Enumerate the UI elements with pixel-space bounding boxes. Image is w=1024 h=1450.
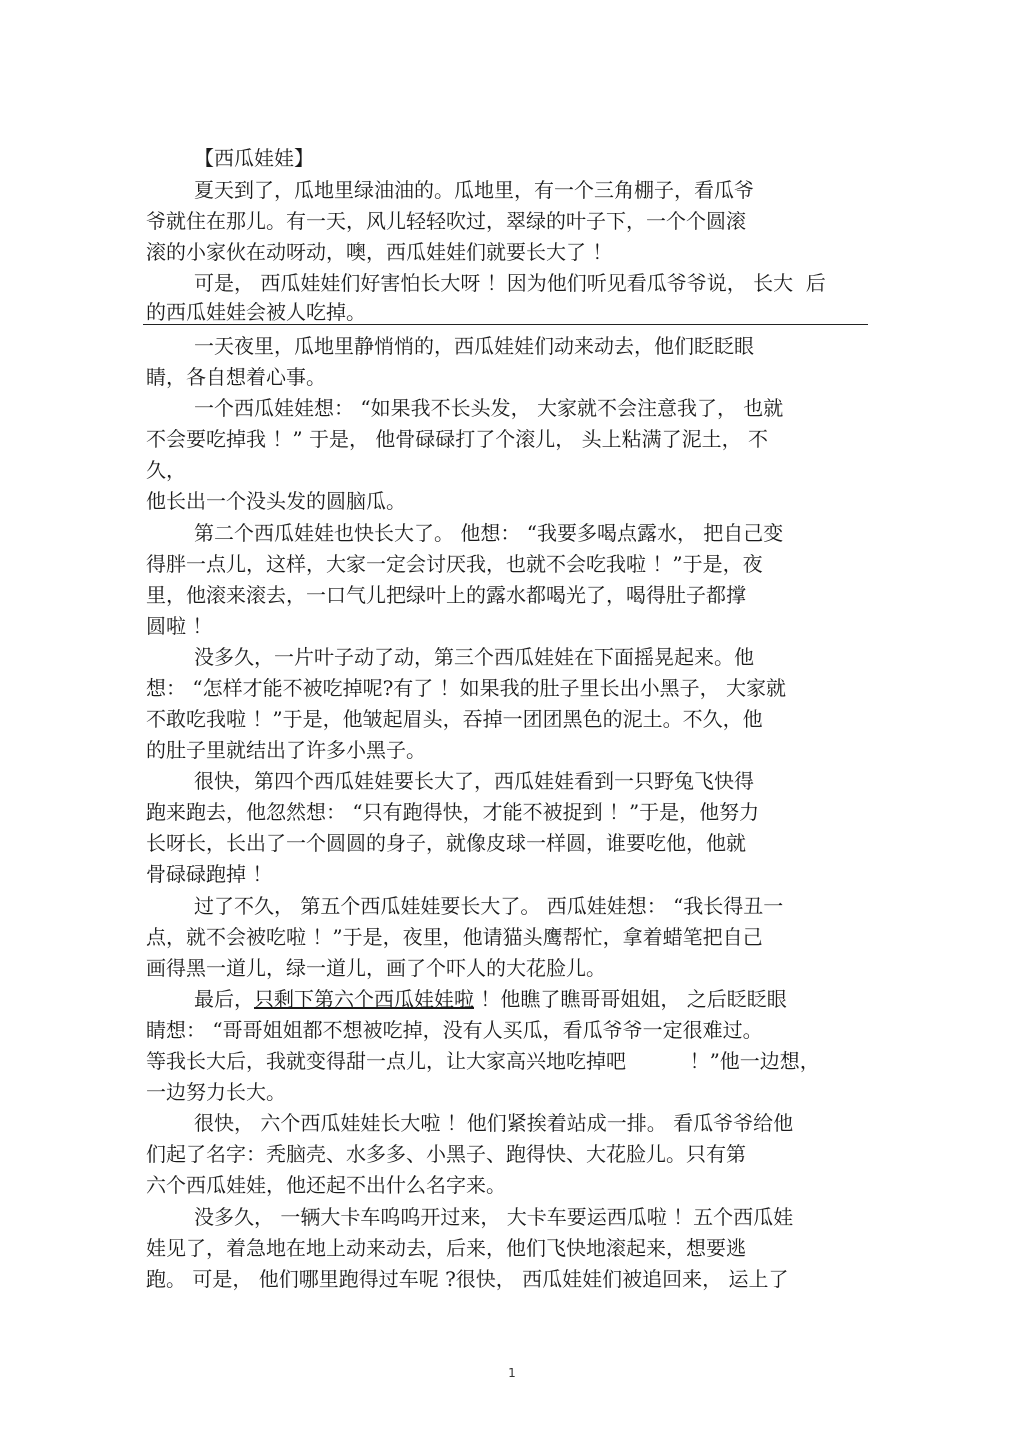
text-line: 很快，第四个西瓜娃娃要长大了，西瓜娃娃看到一只野兔飞快得 xyxy=(194,769,754,793)
text-line: 睛想： “哥哥姐姐都不想被吃掉，没有人买瓜，看瓜爷爷一定很难过。 xyxy=(146,1018,763,1042)
text-line: 没多久， 一辆大卡车呜呜开过来， 大卡车要运西瓜啦 ！五个西瓜娃 xyxy=(194,1205,794,1229)
document-title: 【西瓜娃娃】 xyxy=(194,146,314,170)
text-line: 跑来跑去，他忽然想： “只有跑得快，才能不被捉到 ！”于是，他努力 xyxy=(146,800,760,824)
horizontal-rule xyxy=(143,324,868,325)
text-line: 一个西瓜娃娃想： “如果我不长头发， 大家就不会注意我了， 也就 xyxy=(194,396,784,420)
text-line: 得胖一点儿，这样，大家一定会讨厌我，也就不会吃我啦 ！”于是，夜 xyxy=(146,552,763,576)
text-line: 画得黑一道儿，绿一道儿，画了个吓人的大花脸儿。 xyxy=(146,956,606,980)
text-line: 跑。 可是， 他们哪里跑得过车呢 ?很快， 西瓜娃娃们被追回来， 运上了 xyxy=(146,1267,789,1291)
text-line: 可是， 西瓜娃娃们好害怕长大呀 ！因为他们听见看瓜爷爷说， 长大 后 xyxy=(194,271,826,295)
page-number: 1 xyxy=(508,1366,516,1380)
text-line: 里，他滚来滚去，一口气儿把绿叶上的露水都喝光了，喝得肚子都撑 xyxy=(146,583,746,607)
text-line: 睛，各自想着心事。 xyxy=(146,365,326,389)
text-line: 的肚子里就结出了许多小黑子。 xyxy=(146,738,426,762)
text-line: 没多久，一片叶子动了动，第三个西瓜娃娃在下面摇晃起来。他 xyxy=(194,645,754,669)
text-line: 骨碌碌跑掉 ！ xyxy=(146,862,273,886)
text-line xyxy=(194,985,787,1013)
text-line: 不会要吃掉我 ！” 于是， 他骨碌碌打了个滚儿， 头上粘满了泥土， 不 xyxy=(146,427,769,451)
text-line: 长呀长，长出了一个圆圆的身子，就像皮球一样圆，谁要吃他，他就 xyxy=(146,831,746,855)
underlined-text: 只剩下第六个西瓜娃娃啦 xyxy=(254,987,474,1011)
text-line: 等我长大后，我就变得甜一点儿，让大家高兴地吃掉吧 ！”他一边想， xyxy=(146,1049,820,1073)
text-line: 久， xyxy=(146,458,186,482)
text-line: 爷就住在那儿。有一天，风儿轻轻吹过，翠绿的叶子下，一个个圆滚 xyxy=(146,209,746,233)
text-span: 最后， xyxy=(194,987,254,1011)
text-line: 第二个西瓜娃娃也快长大了。 他想： “我要多喝点露水， 把自己变 xyxy=(194,521,784,545)
text-line: 点，就不会被吃啦 ！”于是，夜里，他请猫头鹰帮忙，拿着蜡笔把自己 xyxy=(146,925,763,949)
text-line: 他长出一个没头发的圆脑瓜。 xyxy=(146,489,406,513)
text-line: 娃见了，着急地在地上动来动去，后来，他们飞快地滚起来，想要逃 xyxy=(146,1236,746,1260)
text-line: 圆啦 ！ xyxy=(146,614,213,638)
text-line: 过了不久， 第五个西瓜娃娃要长大了。 西瓜娃娃想： “我长得丑一 xyxy=(194,894,784,918)
text-line: 一天夜里，瓜地里静悄悄的，西瓜娃娃们动来动去，他们眨眨眼 xyxy=(194,334,754,358)
text-line: 夏天到了，瓜地里绿油油的。瓜地里，有一个三角棚子，看瓜爷 xyxy=(194,178,754,202)
text-line: 们起了名字：秃脑壳、水多多、小黑子、跑得快、大花脸儿。只有第 xyxy=(146,1142,746,1166)
text-line: 不敢吃我啦 ！”于是，他皱起眉头，吞掉一团团黑色的泥土。不久，他 xyxy=(146,707,763,731)
text-span: ！他瞧了瞧哥哥姐姐， 之后眨眨眼 xyxy=(474,987,787,1011)
text-line: 想： “怎样才能不被吃掉呢?有了 ！如果我的肚子里长出小黑子， 大家就 xyxy=(146,676,787,700)
text-line: 六个西瓜娃娃，他还起不出什么名字来。 xyxy=(146,1173,506,1197)
text-line: 一边努力长大。 xyxy=(146,1080,286,1104)
text-line: 很快， 六个西瓜娃娃长大啦 ！他们紧挨着站成一排。 看瓜爷爷给他 xyxy=(194,1111,794,1135)
text-line: 的西瓜娃娃会被人吃掉。 xyxy=(146,300,366,324)
text-line: 滚的小家伙在动呀动，噢，西瓜娃娃们就要长大了 ！ xyxy=(146,240,613,264)
